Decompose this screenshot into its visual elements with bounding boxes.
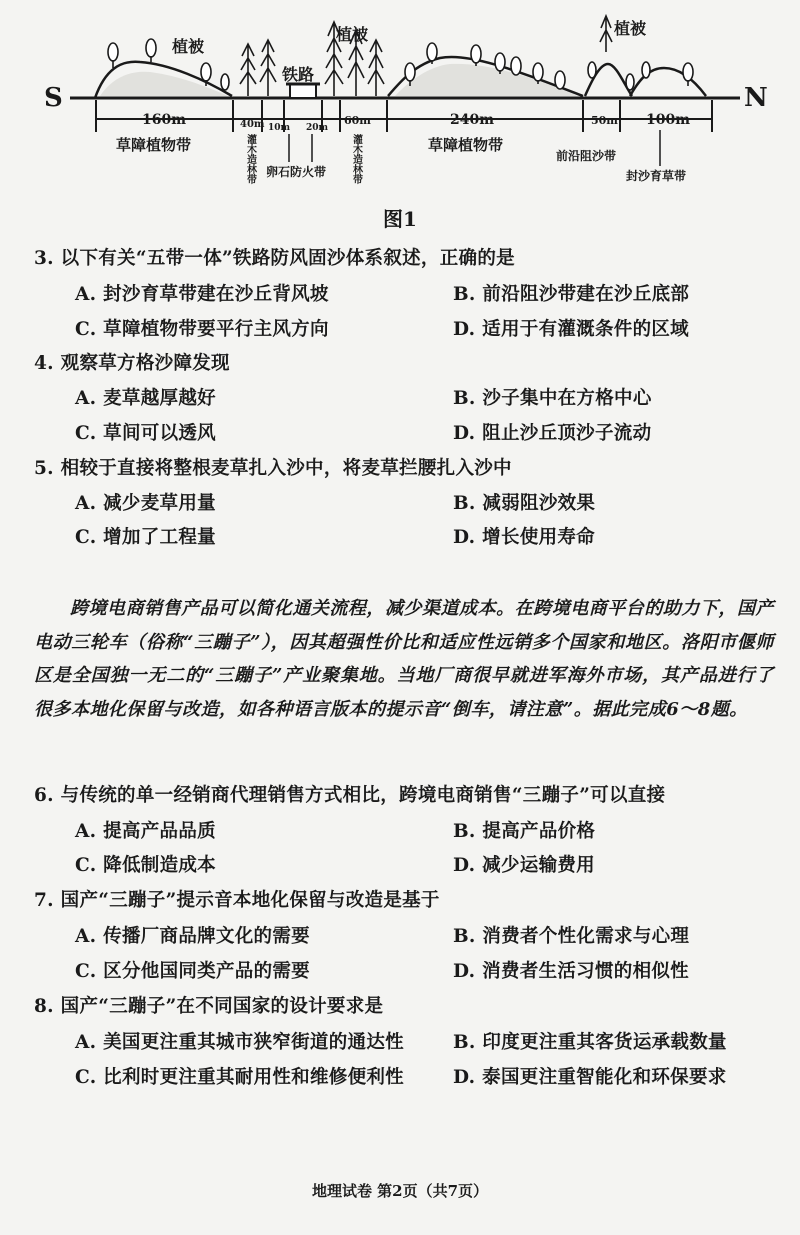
question-3-option-a: A. 封沙育草带建在沙丘背风坡 xyxy=(75,284,329,305)
question-5-option-b: B. 减弱阻沙效果 xyxy=(453,493,596,514)
dim-60m: 60m xyxy=(344,114,371,127)
label-front-sand-barrier: 前沿阻沙带 xyxy=(556,149,617,163)
vegetation-label-2: 植被 xyxy=(336,25,369,44)
band-label-grass-plant-1: 草障植物带 xyxy=(116,136,192,154)
railway-label: 铁路 xyxy=(282,65,315,84)
question-5-option-c: C. 增加了工程量 xyxy=(75,527,216,548)
question-3-option-c: C. 草障植物带要平行主风方向 xyxy=(75,319,329,340)
label-gravel-firebreak: 卵石防火带 xyxy=(266,165,327,179)
direction-south: S xyxy=(44,83,63,113)
dim-50m: 50m xyxy=(591,114,618,127)
question-6-option-d: D. 减少运输费用 xyxy=(453,855,595,876)
question-7-stem: 7. 国产“三蹦子”提示音本地化保留与改造是基于 xyxy=(34,890,440,911)
figure-1-cross-section xyxy=(0,0,800,200)
dim-160m: 160m xyxy=(142,112,187,128)
question-8-option-a: A. 美国更注重其城市狭窄街道的通达性 xyxy=(75,1032,404,1053)
question-4-option-d: D. 阻止沙丘顶沙子流动 xyxy=(453,423,652,444)
question-4-option-b: B. 沙子集中在方格中心 xyxy=(453,388,652,409)
question-3-stem: 3. 以下有关“五带一体”铁路防风固沙体系叙述，正确的是 xyxy=(34,248,515,269)
question-4-stem: 4. 观察草方格沙障发现 xyxy=(34,353,230,374)
question-7-option-d: D. 消费者生活习惯的相似性 xyxy=(453,961,689,982)
railway-bed xyxy=(290,84,316,98)
question-5-option-a: A. 减少麦草用量 xyxy=(75,493,216,514)
question-6-option-c: C. 降低制造成本 xyxy=(75,855,216,876)
band-label-grass-plant-2: 草障植物带 xyxy=(428,136,504,154)
question-8-option-c: C. 比利时更注重其耐用性和维修便利性 xyxy=(75,1067,404,1088)
vegetation-label-3: 植被 xyxy=(614,19,647,38)
label-sand-grass-band: 封沙育草带 xyxy=(626,169,687,183)
reading-passage xyxy=(34,592,774,726)
question-7-option-c: C. 区分他国同类产品的需要 xyxy=(75,961,310,982)
figure-caption: 图1 xyxy=(383,207,417,231)
question-8-stem: 8. 国产“三蹦子”在不同国家的设计要求是 xyxy=(34,996,384,1017)
dim-20m: 20m xyxy=(306,123,329,133)
question-5-option-d: D. 增长使用寿命 xyxy=(453,527,595,548)
direction-north: N xyxy=(744,83,768,113)
question-8-option-b: B. 印度更注重其客货运承载数量 xyxy=(453,1032,727,1053)
question-3-option-d: D. 适用于有灌溉条件的区域 xyxy=(453,319,689,340)
question-7-option-b: B. 消费者个性化需求与心理 xyxy=(453,926,690,947)
question-6-stem: 6. 与传统的单一经销商代理销售方式相比，跨境电商销售“三蹦子”可以直接 xyxy=(34,785,666,806)
dim-40m: 40m xyxy=(240,119,265,130)
dune-2-sand xyxy=(395,64,578,96)
question-6-option-b: B. 提高产品价格 xyxy=(453,821,596,842)
question-6-option-a: A. 提高产品品质 xyxy=(75,821,216,842)
vegetation-label-1: 植被 xyxy=(172,37,205,56)
page-footer: 地理试卷 第2页（共7页） xyxy=(311,1182,489,1200)
dim-100m: 100m xyxy=(646,112,691,128)
question-3-option-b: B. 前沿阻沙带建在沙丘底部 xyxy=(453,284,690,305)
dim-240m: 240m xyxy=(450,112,495,128)
question-8-option-d: D. 泰国更注重智能化和环保要求 xyxy=(453,1067,727,1088)
label-shrub-forest-2: 灌木造林带 xyxy=(350,134,362,184)
label-shrub-forest-1: 灌木造林带 xyxy=(244,134,256,184)
dimension-ticks xyxy=(96,100,712,132)
question-7-option-a: A. 传播厂商品牌文化的需要 xyxy=(75,926,310,947)
question-4-option-a: A. 麦草越厚越好 xyxy=(75,388,216,409)
reading-passage-text: 跨境电商销售产品可以简化通关流程，减少渠道成本。在跨境电商平台的助力下，国产电动三轮车（俗称“三蹦子”），因其超强性价比和适应性远销多个国家和地区。洛阳市偃师区是全国独一无二的“三蹦子”产业聚集地。当地厂商很早就进军海外市场，其产品进行了很多本地化保留与改造，如各种语言版本的提示音“倒车，请注意”。据此完成6～8题。 xyxy=(34,598,774,720)
question-5-stem: 5. 相较于直接将整根麦草扎入沙中，将麦草拦腰扎入沙中 xyxy=(34,458,512,479)
dim-10m: 10m xyxy=(268,123,291,133)
question-4-option-c: C. 草间可以透风 xyxy=(75,423,216,444)
